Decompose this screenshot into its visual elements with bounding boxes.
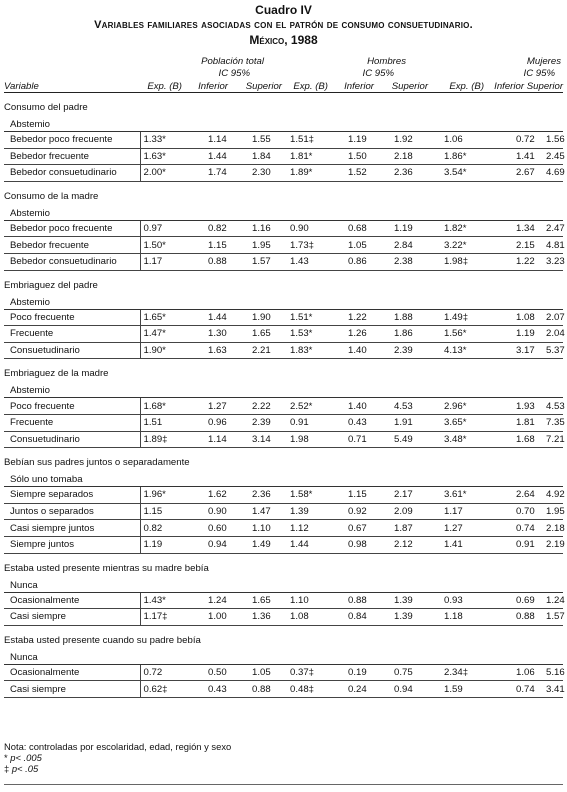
reference-category-row [4, 647, 563, 665]
reference-category: Nunca [4, 575, 563, 593]
table-row [4, 431, 563, 448]
table-cell: 1.62 [186, 487, 236, 504]
table-cell: 1.39 [380, 609, 432, 626]
table-cell: 0.84 [330, 609, 380, 626]
table-cell: 1.24 [186, 592, 236, 609]
table-header [0, 0, 567, 48]
table-cell: 1.96* [140, 487, 186, 504]
table-cell: 1.17‡ [140, 609, 186, 626]
table-cell: 0.86 [330, 253, 380, 270]
table-row [4, 398, 563, 415]
table-cell: 0.82 [186, 220, 236, 237]
table-row [4, 520, 563, 537]
row-label: Casi siempre [4, 609, 140, 626]
row-label: Siempre juntos [4, 536, 140, 553]
table-cell: 0.62‡ [140, 681, 186, 698]
table-cell: 1.81 [494, 414, 524, 431]
table-cell: 2.04 [524, 326, 563, 343]
col-inferior-total: Inferior [186, 79, 236, 93]
table-cell: 2.21 [236, 342, 286, 359]
table-cell: 1.51 [140, 414, 186, 431]
table-row [4, 664, 563, 681]
table-cell: 0.88 [186, 253, 236, 270]
row-label: Bebedor frecuente [4, 237, 140, 254]
table-cell: 1.73‡ [286, 237, 330, 254]
table-cell: 2.39 [380, 342, 432, 359]
group-name-row [4, 55, 563, 67]
note-sig-1 [4, 752, 231, 763]
bottom-rule [4, 784, 563, 785]
row-label: Poco frecuente [4, 309, 140, 326]
table-cell: 1.27 [432, 520, 494, 537]
row-label: Ocasionalmente [4, 592, 140, 609]
reference-category: Abstemio [4, 114, 563, 132]
table-cell: 3.14 [236, 431, 286, 448]
table-cell: 1.17 [140, 253, 186, 270]
table-cell: 1.65 [236, 592, 286, 609]
note-sig-2-text: p< .05 [11, 763, 39, 774]
row-label: Frecuente [4, 326, 140, 343]
table-cell: 0.92 [330, 503, 380, 520]
table-cell: 1.06 [432, 132, 494, 149]
table-cell: 0.67 [330, 520, 380, 537]
reference-category-row [4, 114, 563, 132]
table-cell: 3.17 [494, 342, 524, 359]
table-cell: 7.35 [524, 414, 563, 431]
table-cell: 1.05 [236, 664, 286, 681]
table-cell: 1.91 [380, 414, 432, 431]
table-cell: 4.13* [432, 342, 494, 359]
table-cell: 1.05 [330, 237, 380, 254]
row-label: Consuetudinario [4, 431, 140, 448]
table-cell: 0.91 [286, 414, 330, 431]
table-cell: 5.37 [524, 342, 563, 359]
table-cell: 2.12 [380, 536, 432, 553]
table-cell: 1.41 [432, 536, 494, 553]
table-cell: 1.36 [236, 609, 286, 626]
table-cell: 1.86 [380, 326, 432, 343]
table-cell: 1.00 [186, 609, 236, 626]
table-cell: 0.70 [494, 503, 524, 520]
table-cell: 1.22 [494, 253, 524, 270]
table-cell: 1.08 [494, 309, 524, 326]
table-cell: 2.96* [432, 398, 494, 415]
table-cell: 0.50 [186, 664, 236, 681]
table-cell: 2.19 [524, 536, 563, 553]
section-title: Consumo de la madre [4, 190, 99, 202]
table-cell: 1.51‡ [286, 132, 330, 149]
section-title: Embriaguez del padre [4, 279, 98, 291]
table-row [4, 414, 563, 431]
table-row [4, 309, 563, 326]
group-name-women: Mujeres [526, 56, 562, 67]
table-cell: 3.54* [432, 165, 494, 182]
table-cell: 0.93 [432, 592, 494, 609]
group-name-total: Población total [201, 56, 264, 67]
table-cell: 0.74 [494, 681, 524, 698]
table-cell: 1.53* [286, 326, 330, 343]
table-cell: 1.90* [140, 342, 186, 359]
row-label: Frecuente [4, 414, 140, 431]
table-row [4, 237, 563, 254]
table-cell: 1.49‡ [432, 309, 494, 326]
table-cell: 0.94 [380, 681, 432, 698]
table-body [4, 93, 563, 698]
table-cell: 0.48‡ [286, 681, 330, 698]
table-subtitle: México, 1988 [249, 33, 318, 47]
section-heading-row [4, 625, 563, 647]
table-cell: 0.90 [186, 503, 236, 520]
table-cell: 2.34‡ [432, 664, 494, 681]
table-row [4, 220, 563, 237]
col-superior-women: Superior [524, 79, 563, 93]
table-cell: 0.94 [186, 536, 236, 553]
table-cell: 2.18 [380, 148, 432, 165]
table-cell: 2.38 [380, 253, 432, 270]
table-cell: 1.68 [494, 431, 524, 448]
col-inferior-women: Inferior [494, 81, 525, 92]
table-cell: 1.17 [432, 503, 494, 520]
reference-category-row [4, 575, 563, 593]
table-cell: 1.83* [286, 342, 330, 359]
table-cell: 1.93 [494, 398, 524, 415]
table-cell: 1.88 [380, 309, 432, 326]
table-cell: 2.67 [494, 165, 524, 182]
table-cell: 3.41 [524, 681, 563, 698]
table-cell: 0.72 [494, 132, 524, 149]
table-cell: 1.39 [380, 592, 432, 609]
col-superior-total: Superior [236, 79, 286, 93]
col-variable: Variable [4, 79, 140, 93]
table-cell: 1.08 [286, 609, 330, 626]
table-cell: 2.00* [140, 165, 186, 182]
table-cell: 1.82* [432, 220, 494, 237]
table-cell: 0.88 [236, 681, 286, 698]
table-cell: 1.59 [432, 681, 494, 698]
table-row [4, 487, 563, 504]
table-cell: 1.43 [286, 253, 330, 270]
table-cell: 1.55 [236, 132, 286, 149]
table-cell: 2.36 [380, 165, 432, 182]
table-cell: 0.24 [330, 681, 380, 698]
group-name-men: Hombres [367, 56, 407, 67]
table-cell: 2.39 [236, 414, 286, 431]
table-label: Cuadro IV [255, 3, 312, 17]
table-row [4, 609, 563, 626]
table-cell: 1.87 [380, 520, 432, 537]
table-cell: 1.49 [236, 536, 286, 553]
col-exp-women: Exp. (B) [432, 79, 494, 93]
table-cell: 1.81* [286, 148, 330, 165]
table-cell: 1.12 [286, 520, 330, 537]
table-cell: 0.72 [140, 664, 186, 681]
table-cell: 1.19 [140, 536, 186, 553]
table-cell: 0.19 [330, 664, 380, 681]
table-cell: 1.56* [432, 326, 494, 343]
table-cell: 1.15 [140, 503, 186, 520]
table-cell: 2.64 [494, 487, 524, 504]
section-heading-row [4, 270, 563, 292]
row-label: Bebedor frecuente [4, 148, 140, 165]
section-title: Estaba usted presente cuando su padre bebía [4, 634, 201, 646]
table-cell: 0.82 [140, 520, 186, 537]
table-cell: 1.15 [186, 237, 236, 254]
table-cell: 1.40 [330, 398, 380, 415]
table-cell: 1.47* [140, 326, 186, 343]
table-cell: 1.30 [186, 326, 236, 343]
table-cell: 1.65* [140, 309, 186, 326]
table-cell: 1.06 [494, 664, 524, 681]
table-cell: 0.97 [140, 220, 186, 237]
table-cell: 2.18 [524, 520, 563, 537]
section-title: Consumo del padre [4, 102, 88, 113]
table-cell: 0.96 [186, 414, 236, 431]
row-label: Bebedor poco frecuente [4, 220, 140, 237]
row-label: Consuetudinario [4, 342, 140, 359]
table-cell: 2.45 [524, 148, 563, 165]
group-ci-men: IC 95% [362, 68, 395, 79]
table-cell: 3.61* [432, 487, 494, 504]
table-cell: 4.92 [524, 487, 563, 504]
table-cell: 1.44 [286, 536, 330, 553]
table-cell: 1.89‡ [140, 431, 186, 448]
table-title: Variables familiares asociadas con el patrón de consumo consuetudinario. [94, 19, 473, 31]
row-label: Juntos o separados [4, 503, 140, 520]
table-cell: 1.58* [286, 487, 330, 504]
reference-category-row [4, 203, 563, 221]
table-cell: 1.15 [330, 487, 380, 504]
reference-category-row [4, 292, 563, 310]
section-title: Estaba usted presente mientras su madre bebía [4, 562, 209, 574]
table-row [4, 148, 563, 165]
group-ci-total: IC 95% [218, 68, 250, 79]
table-cell: 1.14 [186, 132, 236, 149]
table-cell: 1.19 [494, 326, 524, 343]
row-label: Casi siempre juntos [4, 520, 140, 537]
row-label: Bebedor poco frecuente [4, 132, 140, 149]
table-cell: 2.36 [236, 487, 286, 504]
table-cell: 1.98‡ [432, 253, 494, 270]
table-cell: 0.88 [494, 609, 524, 626]
table-cell: 3.22* [432, 237, 494, 254]
table-cell: 0.74 [494, 520, 524, 537]
table-cell: 2.22 [236, 398, 286, 415]
note-sig-2 [4, 763, 231, 774]
note-sig-1-text: p< .005 [10, 752, 42, 763]
section-heading-row [4, 93, 563, 115]
col-exp-total: Exp. (B) [140, 79, 186, 93]
table-cell: 1.86* [432, 148, 494, 165]
row-label: Poco frecuente [4, 398, 140, 415]
note-sig-1-mark: * [4, 752, 8, 763]
table-cell: 0.37‡ [286, 664, 330, 681]
table-row [4, 326, 563, 343]
table-cell: 1.14 [186, 431, 236, 448]
table-cell: 1.95 [236, 237, 286, 254]
table-row [4, 342, 563, 359]
table-cell: 0.43 [330, 414, 380, 431]
table-cell: 1.24 [524, 592, 563, 609]
table-cell: 2.84 [380, 237, 432, 254]
table-cell: 2.47 [524, 220, 563, 237]
table-cell: 1.51* [286, 309, 330, 326]
section-title: Bebían sus padres juntos o separadamente [4, 457, 190, 469]
table-notes [4, 741, 231, 774]
table-row [4, 536, 563, 553]
section-heading-row [4, 359, 563, 381]
row-label: Bebedor consuetudinario [4, 253, 140, 270]
group-ci-row [4, 67, 563, 79]
table-cell: 2.30 [236, 165, 286, 182]
row-label: Siempre separados [4, 487, 140, 504]
table-cell: 7.21 [524, 431, 563, 448]
section-title: Embriaguez de la madre [4, 368, 109, 380]
table-cell: 0.43 [186, 681, 236, 698]
table-cell: 1.19 [330, 132, 380, 149]
note-controls: Nota: controladas por escolaridad, edad, región y sexo [4, 741, 232, 752]
table-cell: 1.63* [140, 148, 186, 165]
table-cell: 0.91 [494, 536, 524, 553]
table-cell: 1.39 [286, 503, 330, 520]
table-cell: 1.56 [524, 132, 563, 149]
col-superior-men: Superior [380, 79, 432, 93]
table-cell: 1.22 [330, 309, 380, 326]
table-cell: 1.43* [140, 592, 186, 609]
group-ci-women: IC 95% [523, 68, 556, 79]
table-cell: 1.34 [494, 220, 524, 237]
table-row [4, 165, 563, 182]
table-cell: 1.68* [140, 398, 186, 415]
table-cell: 4.53 [380, 398, 432, 415]
table-cell: 1.44 [186, 148, 236, 165]
table-cell: 1.10 [236, 520, 286, 537]
table-cell: 1.44 [186, 309, 236, 326]
table-cell: 4.81 [524, 237, 563, 254]
table-cell: 2.52* [286, 398, 330, 415]
table-cell: 1.98 [286, 431, 330, 448]
table-cell: 1.19 [380, 220, 432, 237]
table-cell: 5.49 [380, 431, 432, 448]
table-cell: 1.47 [236, 503, 286, 520]
table-cell: 1.41 [494, 148, 524, 165]
table-cell: 1.65 [236, 326, 286, 343]
table-cell: 4.69 [524, 165, 563, 182]
table-cell: 1.57 [236, 253, 286, 270]
table-cell: 0.60 [186, 520, 236, 537]
table-cell: 1.57 [524, 609, 563, 626]
table-cell: 1.52 [330, 165, 380, 182]
row-label: Ocasionalmente [4, 664, 140, 681]
results-table [4, 55, 563, 698]
column-header-row [4, 79, 563, 93]
reference-category: Sólo uno tomaba [4, 469, 563, 487]
table-cell: 1.10 [286, 592, 330, 609]
table-cell: 0.75 [380, 664, 432, 681]
table-cell: 1.74 [186, 165, 236, 182]
table-row [4, 132, 563, 149]
row-label: Bebedor consuetudinario [4, 165, 140, 182]
reference-category-row [4, 380, 563, 398]
reference-category: Abstemio [4, 380, 563, 398]
table-cell: 3.23 [524, 253, 563, 270]
table-cell: 1.63 [186, 342, 236, 359]
table-cell: 0.90 [286, 220, 330, 237]
table-cell: 1.90 [236, 309, 286, 326]
section-heading-row [4, 181, 563, 203]
table-row [4, 503, 563, 520]
table-cell: 0.69 [494, 592, 524, 609]
table-cell: 1.84 [236, 148, 286, 165]
table-row [4, 253, 563, 270]
table-cell: 0.71 [330, 431, 380, 448]
table-cell: 1.40 [330, 342, 380, 359]
table-cell: 1.92 [380, 132, 432, 149]
col-exp-men: Exp. (B) [286, 79, 330, 93]
table-cell: 2.07 [524, 309, 563, 326]
section-heading-row [4, 553, 563, 575]
table-cell: 1.27 [186, 398, 236, 415]
table-cell: 1.89* [286, 165, 330, 182]
table-cell: 2.09 [380, 503, 432, 520]
reference-category-row [4, 469, 563, 487]
table-row [4, 681, 563, 698]
table-cell: 1.16 [236, 220, 286, 237]
table-cell: 5.16 [524, 664, 563, 681]
table-cell: 2.15 [494, 237, 524, 254]
table-cell: 3.48* [432, 431, 494, 448]
table-row [4, 592, 563, 609]
table-cell: 0.88 [330, 592, 380, 609]
col-inferior-men: Inferior [330, 79, 380, 93]
table-cell: 1.50* [140, 237, 186, 254]
note-sig-2-mark: ‡ [4, 763, 10, 774]
table-cell: 2.17 [380, 487, 432, 504]
row-label: Casi siempre [4, 681, 140, 698]
section-heading-row [4, 448, 563, 470]
reference-category: Nunca [4, 647, 563, 665]
table-cell: 4.53 [524, 398, 563, 415]
table-cell: 1.95 [524, 503, 563, 520]
table-cell: 3.65* [432, 414, 494, 431]
table-cell: 0.68 [330, 220, 380, 237]
reference-category: Abstemio [4, 203, 563, 221]
table-cell: 1.18 [432, 609, 494, 626]
table-cell: 1.33* [140, 132, 186, 149]
table-cell: 1.50 [330, 148, 380, 165]
table-cell: 0.98 [330, 536, 380, 553]
reference-category: Abstemio [4, 292, 563, 310]
table-cell: 1.26 [330, 326, 380, 343]
